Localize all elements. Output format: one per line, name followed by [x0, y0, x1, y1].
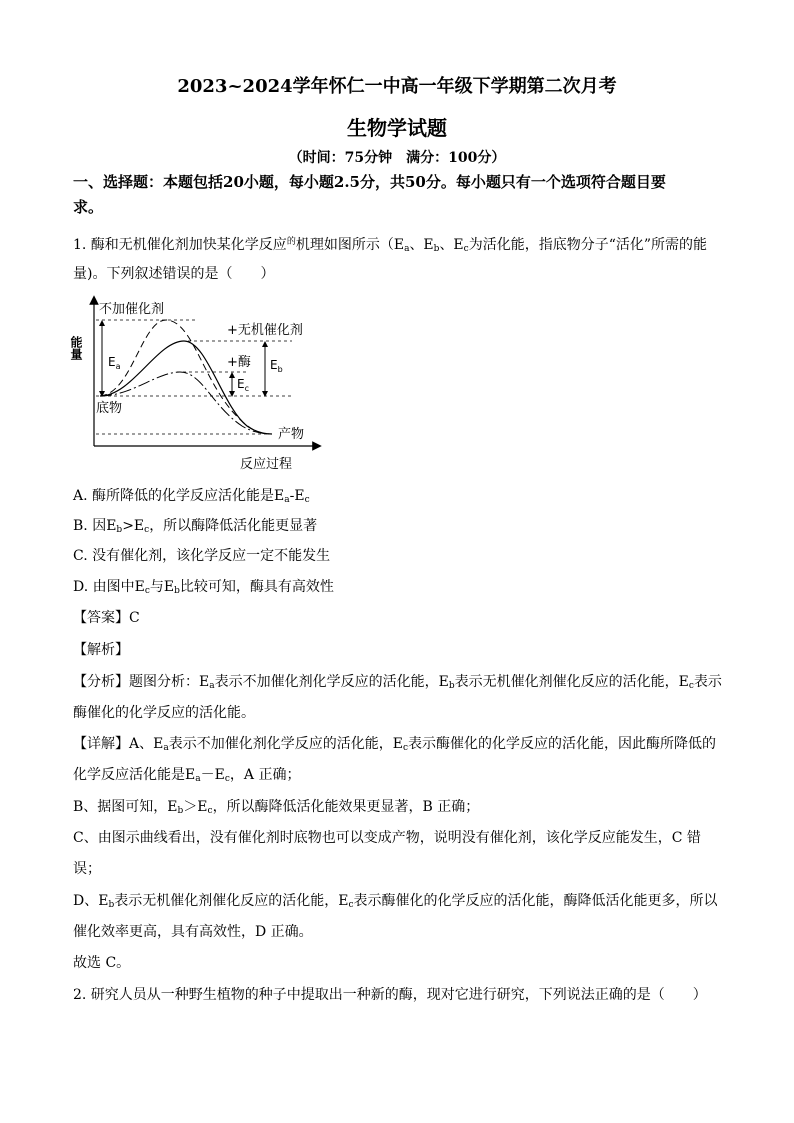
q1-option-a: A. 酶所降低的化学反应活化能是$E_a-E_c$ [73, 488, 310, 505]
label-no-catalyst: 不加催化剂 [99, 302, 165, 317]
q1-detail-c-line1: C、由图示曲线看出，没有催化剂时底物也可以变成产物，说明没有催化剂，该化学反应能发生，C 错 [73, 830, 701, 846]
q1-detail-d-line2: 催化效率更高，具有高效性，D 正确。 [73, 924, 313, 940]
q1-option-d: D. 由图中$E_c$与$E_b$比较可知，酶具有高效性 [73, 579, 334, 596]
q1-detail-b: B、据图可知，$E_b>E_c$，所以酶降低活化能效果更显著，B 正确； [73, 799, 480, 816]
q1-answer: 【答案】C [73, 610, 140, 626]
label-enzyme: +酶 [227, 355, 251, 370]
q1-detail-a-line2: 化学反应活化能是$E_a-E_c$，A 正确； [73, 767, 301, 784]
activation-energy-diagram [69, 296, 342, 476]
label-inorganic-catalyst: +无机催化剂 [227, 323, 303, 338]
q1-fenxi-line2: 酶催化的化学反应的活化能。 [73, 705, 255, 721]
q1-option-b: B. 因$E_b>E_c$，所以酶降低活化能更显著 [73, 518, 318, 535]
q1-detail-a-line1: 【详解】A、$E_a$表示不加催化剂化学反应的活化能，$E_c$表示酶催化的化学反应的活化能，因此酶所降低的 [73, 736, 716, 753]
section-heading-cont: 求。 [73, 198, 104, 216]
label-product: 产物 [278, 427, 305, 442]
q1-analysis-heading: 【解析】 [73, 642, 129, 658]
exam-subject: 生物学试题 [347, 116, 447, 140]
q2-stem: 2. 研究人员从一种野生植物的种子中提取出一种新的酶，现对它进行研究，下列说法正确的是（ ） [73, 987, 707, 1003]
label-substrate: 底物 [96, 401, 123, 416]
label-Ea: $E_a$ [108, 355, 121, 371]
q1-detail-d-line1: D、$E_b$表示无机催化剂催化反应的活化能，$E_c$表示酶催化的化学反应的活化能，酶降低活化能更多，所以 [73, 893, 718, 910]
q1-stem-line1: 1. 酶和无机催化剂加快某化学反应$^的$机理如图所示（$E_a$、$E_b$、$E_c$为活化能，指底物分子“活化”所需的能 [73, 237, 708, 254]
exam-title: 2023~2024学年怀仁一中高一年级下学期第二次月考 [177, 76, 617, 97]
q1-detail-c-line2: 误； [73, 861, 101, 877]
section-heading: 一、选择题：本题包括20小题，每小题2.5分，共50分。每小题只有一个选项符合题目要 [73, 173, 666, 191]
q1-fenxi-line1: 【分析】题图分析：$E_a$表示不加催化剂化学反应的活化能，$E_b$表示无机催化剂催化反应的活化能，$E_c$表示 [73, 674, 722, 691]
exam-time-info: （时间：75分钟 满分：100分） [288, 150, 506, 166]
label-Eb: $E_b$ [270, 358, 283, 374]
x-axis-label: 反应过程 [240, 457, 293, 472]
label-Ec: $E_c$ [237, 377, 249, 393]
q1-option-c: C. 没有催化剂，该化学反应一定不能发生 [73, 548, 331, 564]
y-axis-label: 能量 [69, 336, 83, 360]
q1-stem-line2: 量)。下列叙述错误的是（ ） [73, 266, 275, 282]
q1-conclusion: 故选 C。 [73, 955, 131, 971]
